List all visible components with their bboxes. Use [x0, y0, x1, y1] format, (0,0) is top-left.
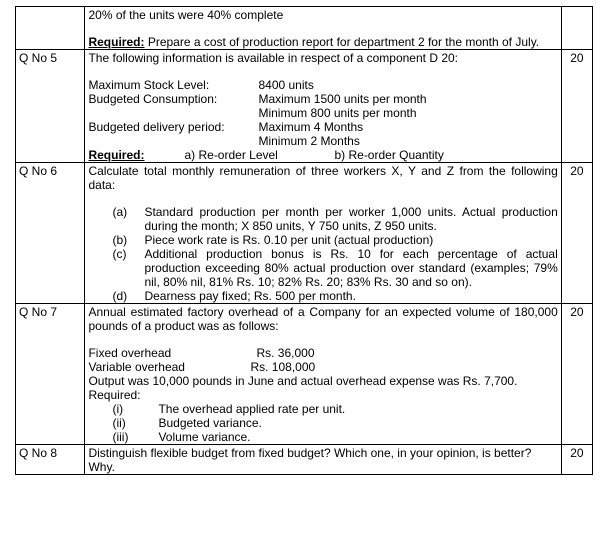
table-row — [16, 445, 593, 475]
questions-table — [15, 6, 593, 475]
marks: 20 — [561, 50, 592, 163]
marks: 20 — [561, 163, 592, 304]
question-number: Q No 8 — [16, 445, 85, 475]
marks: 20 — [561, 304, 592, 445]
required-line: Required: a) Re-order Level b) Re-order Quantity — [88, 148, 444, 162]
list-item: (b) Piece work rate is Rs. 0.10 per unit (actual production) — [112, 233, 434, 247]
data-row: Minimum 2 Months — [258, 134, 360, 148]
required-text: Required: Prepare a cost of production report for department 2 for the month of July. — [88, 35, 540, 49]
marks: 20 — [561, 445, 592, 475]
list-item: (a) Standard production per month per worker 1,000 units. Actual production during the month; X 850 units, Y 750 units, Z 950 units. — [112, 205, 558, 233]
data-row: Minimum 800 units per month — [258, 106, 417, 120]
list-item: (iii) Volume variance. — [112, 430, 251, 444]
list-item: (ii) Budgeted variance. — [112, 416, 262, 430]
question-body — [85, 7, 561, 50]
data-row: Fixed overhead Rs. 36,000 — [88, 346, 315, 360]
question-body: The following information is available in respect of a component D 20: Maximum Stock Level: 8400 units Budgeted Consumption: Maximum 1500 units per month Minimum 800 units per month Budgeted delivery period: Maximum 4 Months Minimum 2 Months Required: a) Re-order Level b) Re-order Quantity — [85, 50, 561, 163]
question-body: Calculate total monthly remuneration of three workers X, Y and Z from the following data: (a) Standard production per month per worker 1,000 units. Actual production during the month; X 850 units, Y 750 units, Z 950 units. (b) Piece work rate is Rs. 0.10 per unit (actual production) (c) Additional production bonus is Rs. 10 for each percentage of actual production exceeding 80% actual production over standard (examples; 79% nil, 80% nil, 81% Rs. 10; 82% Rs. 20; 83% Rs. 30 and so on). (d) Dearness pay fixed; Rs. 500 per month. — [85, 163, 561, 304]
data-row: Budgeted delivery period: Maximum 4 Months — [88, 120, 364, 134]
question-number: Q No 6 — [16, 163, 85, 304]
list-item: (d) Dearness pay fixed; Rs. 500 per month. — [112, 289, 356, 303]
list-item: (i) The overhead applied rate per unit. — [112, 402, 346, 416]
table-row — [16, 304, 593, 445]
question-number: Q No 7 — [16, 304, 85, 445]
data-row: Budgeted Consumption: Maximum 1500 units per month — [88, 92, 427, 106]
data-row: Variable overhead Rs. 108,000 — [88, 360, 316, 374]
text-line: 20% of the units were 40% complete — [88, 8, 284, 22]
data-row: Maximum Stock Level: 8400 units — [88, 78, 314, 92]
table-row — [16, 7, 593, 50]
question-body: Distinguish flexible budget from fixed budget? Which one, in your opinion, is better? Why. — [85, 445, 561, 475]
table-row — [16, 50, 593, 163]
table-row — [16, 163, 593, 304]
question-body: Annual estimated factory overhead of a Company for an expected volume of 180,000 pounds of a product was as follows: Fixed overhead Rs. 36,000 Variable overhead Rs. 108,000 Output was 10,000 pounds in June and actual overhead expense was Rs. 7,700. Required: (i) The overhead applied rate per unit. (ii) Budgeted variance. (iii) Volume variance. — [85, 304, 561, 445]
list-item: (c) Additional production bonus is Rs. 10 for each percentage of actual production exceeding 80% actual production over standard (examples; 79% nil, 80% nil, 81% Rs. 10; 82% Rs. 20; 83% Rs. 30 and so on). — [112, 247, 558, 289]
question-number: Q No 5 — [16, 50, 85, 163]
